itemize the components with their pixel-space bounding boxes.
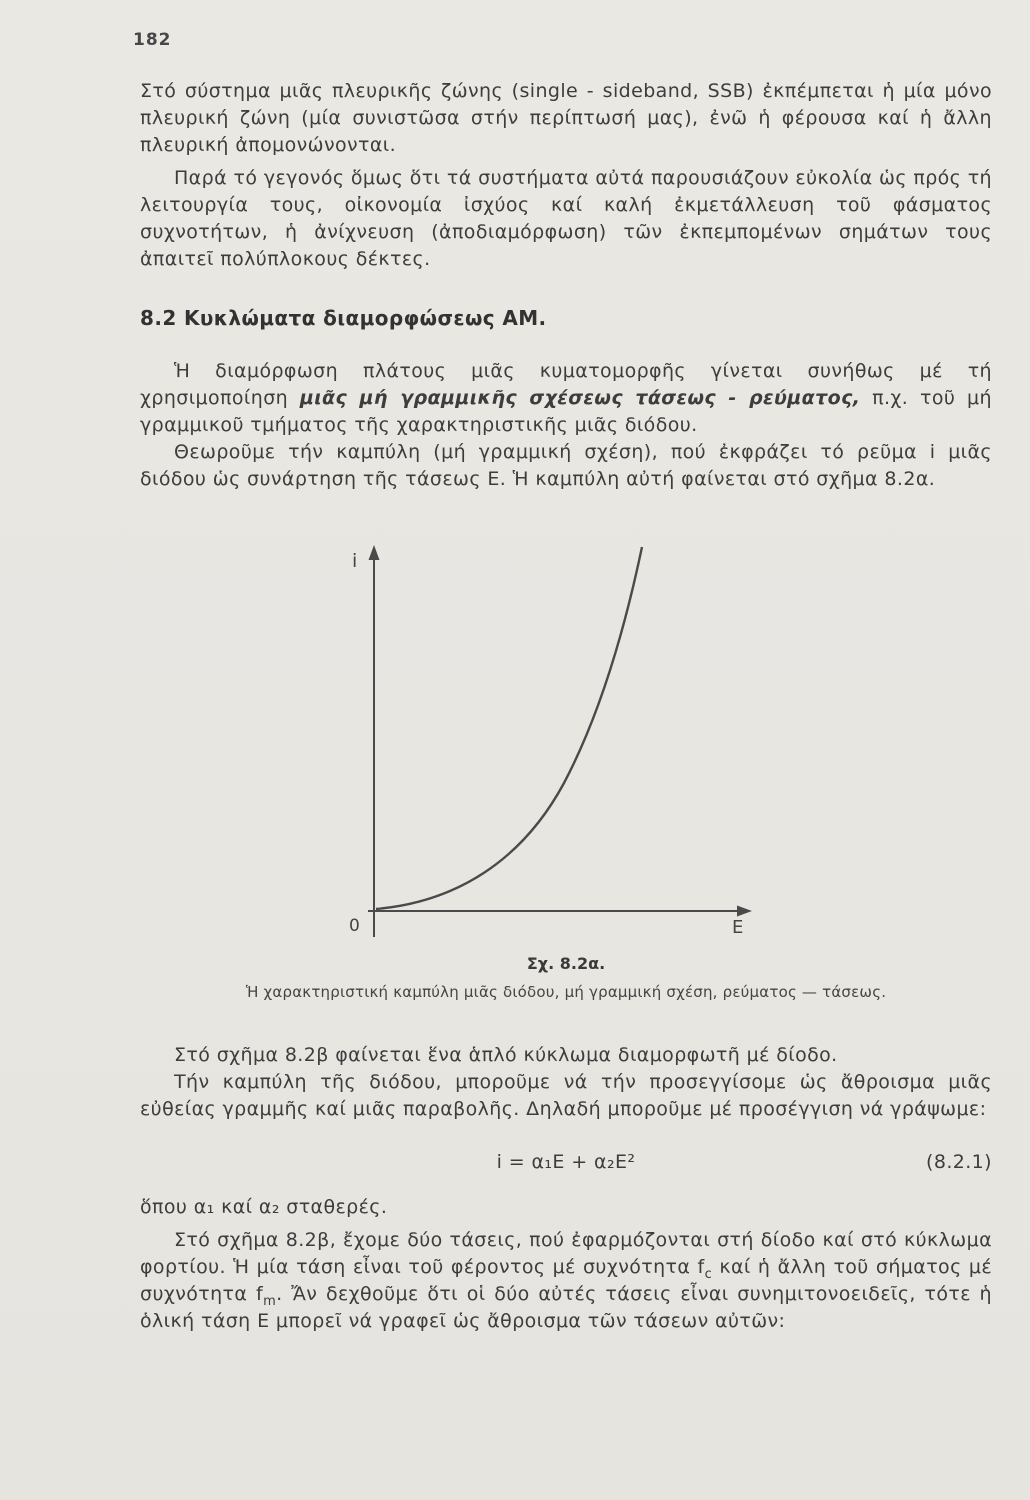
paragraph-two-voltages [140,1227,992,1335]
paragraph-constants: ὅπου α₁ καί α₂ σταθερές. [140,1196,388,1218]
paragraph-text: καί ἡ ἄλλη τοῦ σήματος μέ συχνότητα f [140,1256,992,1305]
x-axis-label: E [732,917,744,938]
equation-body: i = α₁Ε + α₂Ε² [496,1151,636,1173]
paragraph-am-modulation [140,358,992,439]
paragraph-approximation: Τήν καμπύλη τῆς διόδου, μποροῦμε νά τήν προσεγγίσομε ὡς ἄθροισμα μιᾶς εὐθείας γραμμῆς καί μιᾶς παραβολῆς. Δηλαδή μποροῦμε μέ προσέγγιση νά γράψωμε: [140,1071,992,1120]
y-axis-label: i [352,550,358,572]
x-axis-arrow-icon [737,906,752,917]
figure-caption-text: Ἡ χαρακτηριστική καμπύλη μιᾶς διόδου, μή γραμμική σχέση, ρεύματος — τάσεως. [245,983,887,1001]
figure-caption-title: Σχ. 8.2α. [526,954,606,973]
paragraph-text: π.χ. τοῦ μή γραμμικοῦ τμήματος τῆς χαρακτηριστικῆς μιᾶς διόδου. [140,387,992,436]
equation-number: (8.2.1) [926,1151,992,1173]
section-heading-8-2: 8.2 Κυκλώματα διαμορφώσεως ΑΜ. [140,306,547,330]
paragraph-modulator-circuit: Στό σχῆμα 8.2β φαίνεται ἕνα ἁπλό κύκλωμα διαμορφωτῆ μέ δίοδο. [174,1044,838,1066]
diode-curve [376,547,642,909]
figure-8-2a [306,541,776,941]
paragraph-text: . Ἄν δεχθοῦμε ὅτι οἱ δύο αὐτές τάσεις εἶναι συνημιτονοειδεῖς, τότε ἡ ὁλική τάση Ε μπορεῖ νά γραφεῖ ὡς ἄθροισμα τῶν τάσεων αὐτῶν: [140,1283,992,1332]
emphasized-phrase: μιᾶς μή γραμμικῆς σχέσεως τάσεως - ρεύματος, [299,387,861,409]
text-column [140,78,992,1335]
diode-characteristic-plot [306,541,776,941]
equation-8-2-1 [140,1149,992,1176]
paragraph-text: Στό σχῆμα 8.2β, ἔχομε δύο τάσεις, πού ἐφαρμόζονται στή δίοδο καί στό κύκλωμα φορτίου. Ἡ μία τάση εἶναι τοῦ φέροντος μέ συχνότητα f [140,1229,992,1278]
paragraph-diode-curve: Θεωροῦμε τήν καμπύλη (μή γραμμική σχέση), πού ἐκφράζει τό ρεῦμα i μιᾶς διόδου ὡς συνάρτηση τῆς τάσεως Ε. Ἡ καμπύλη αὐτή φαίνεται στό σχῆμα 8.2α. [140,441,992,490]
subscript-m: m [263,1293,277,1309]
y-axis-arrow-icon [369,545,380,560]
paragraph-ssb-drawbacks: Παρά τό γεγονός ὅμως ὅτι τά συστήματα αὐτά παρουσιάζουν εὐκολία ὡς πρός τή λειτουργία τους, οἰκονομία ἰσχύος καί καλή ἐκμετάλλευση τοῦ φάσματος συχνοτήτων, ἡ ἀνίχνευση (ἀποδιαμόρφωση) τῶν ἐκπεμπομένων σημάτων τους ἀπαιτεῖ πολύπλοκους δέκτες. [140,167,992,270]
paragraph-ssb: Στό σύστημα μιᾶς πλευρικῆς ζώνης (single - sideband, SSB) ἐκπέμπεται ἡ μία μόνο πλευρική ζώνη (μία συνιστῶσα στήν περίπτωσή μας), ἐνῶ ἡ φέρουσα καί ἡ ἄλλη πλευρική ἀπομονώνονται. [140,80,992,156]
subscript-c: c [704,1266,713,1282]
origin-label: 0 [349,916,360,936]
page-number: 182 [133,30,172,50]
paragraph-text: Ἡ διαμόρφωση πλάτους μιᾶς κυματομορφῆς γίνεται συνήθως μέ τή χρησιμοποίηση [140,360,992,409]
